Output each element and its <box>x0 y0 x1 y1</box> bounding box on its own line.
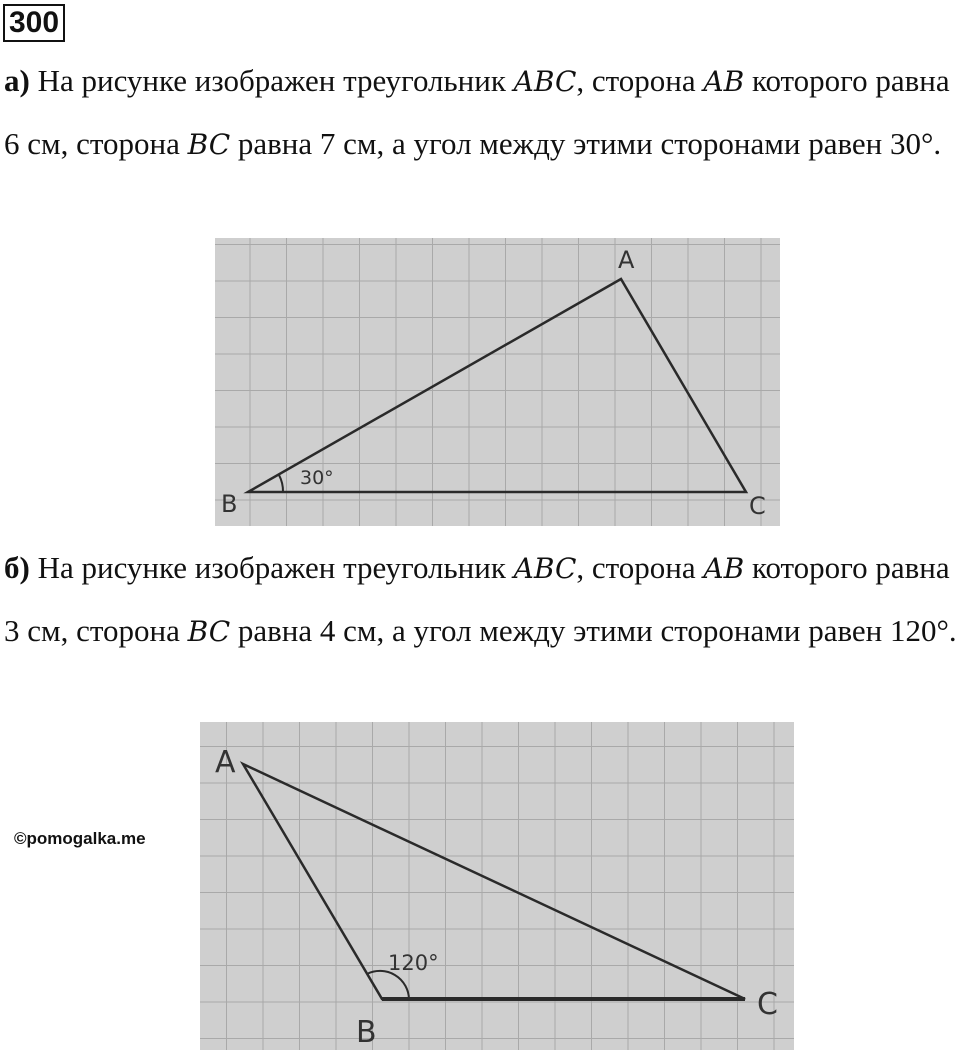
part-b-math-ab: AB <box>703 552 745 585</box>
part-a-text-1: На рисунке изображен треугольник <box>29 63 514 98</box>
part-a-math-abc: ABC <box>513 65 577 98</box>
part-a-text-3: которого равна 6 см, сторона <box>4 63 950 161</box>
part-b-statement <box>4 537 959 663</box>
angle-label-b: 120° <box>388 951 439 975</box>
vertex-b-label-b: B <box>356 1015 377 1050</box>
part-a-math-bc: BC <box>187 128 231 161</box>
figure-b <box>200 722 794 1050</box>
figure-b-svg <box>200 722 794 1050</box>
part-a-letter: а) <box>4 63 30 98</box>
vertex-c-label: C <box>749 492 766 520</box>
vertex-a-label-b: A <box>215 745 236 780</box>
vertex-b-label: B <box>221 490 238 518</box>
part-a-text-2: , сторона <box>576 63 704 98</box>
vertex-a-label: A <box>618 246 635 274</box>
part-a-math-ab: AB <box>703 65 745 98</box>
part-b-math-abc: ABC <box>513 552 577 585</box>
watermark: ©pomogalka.me <box>14 829 146 848</box>
angle-label-a: 30° <box>300 467 334 489</box>
part-b-text-4: равна 4 см, а угол между этими сторонами равен 120°. <box>230 613 957 648</box>
part-b-text-2: , сторона <box>576 550 704 585</box>
problem-number: 300 <box>3 4 65 42</box>
figure-a-svg <box>215 238 780 526</box>
part-b-text-1: На рисунке изображен треугольник <box>29 550 514 585</box>
part-a-statement <box>4 50 959 176</box>
part-b-math-bc: BC <box>187 615 231 648</box>
vertex-c-label-b: C <box>757 987 778 1022</box>
figure-a <box>215 238 780 526</box>
part-b-letter: б) <box>4 550 30 585</box>
part-b-text-3: которого равна 3 см, сторона <box>4 550 950 648</box>
part-a-text-4: равна 7 см, а угол между этими сторонами равен 30°. <box>230 126 942 161</box>
